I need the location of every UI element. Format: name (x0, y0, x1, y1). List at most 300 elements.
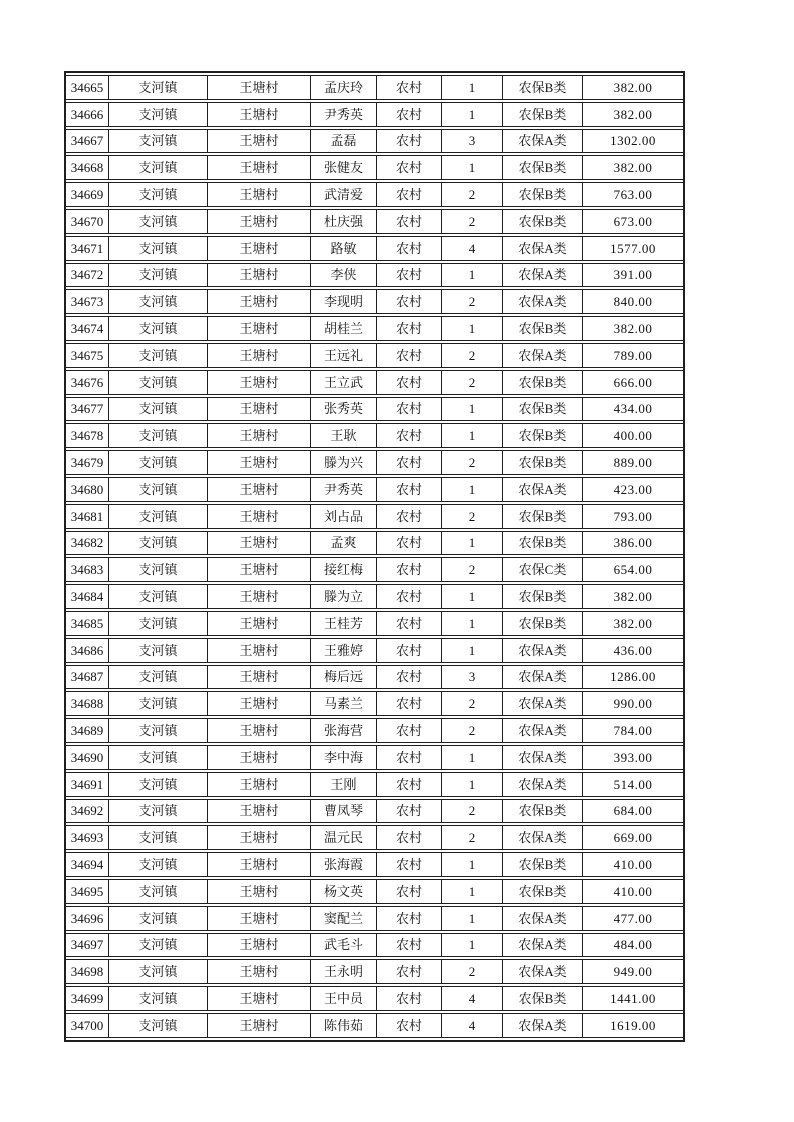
cell-record-id: 34669 (66, 182, 109, 207)
cell-insurance-class: 农保C类 (503, 557, 583, 582)
cell-town: 支河镇 (109, 745, 208, 770)
cell-person-name: 路敏 (311, 236, 377, 261)
cell-category: 农村 (377, 879, 442, 904)
cell-person-name: 王立武 (311, 370, 377, 395)
cell-amount: 666.00 (583, 370, 683, 395)
cell-insurance-class: 农保B类 (503, 879, 583, 904)
cell-amount: 423.00 (583, 477, 683, 502)
table-row (66, 611, 683, 636)
cell-village: 王塘村 (208, 504, 311, 529)
table-row (66, 879, 683, 904)
cell-town: 支河镇 (109, 638, 208, 663)
cell-person-name: 武清爱 (311, 182, 377, 207)
cell-insurance-class: 农保A类 (503, 772, 583, 797)
cell-record-id: 34678 (66, 423, 109, 448)
table-row (66, 397, 683, 422)
cell-insurance-class: 农保A类 (503, 825, 583, 850)
cell-village: 王塘村 (208, 209, 311, 234)
cell-amount: 840.00 (583, 289, 683, 314)
cell-town: 支河镇 (109, 665, 208, 690)
cell-insurance-class: 农保B类 (503, 799, 583, 824)
table-row (66, 289, 683, 314)
cell-insurance-class: 农保A类 (503, 263, 583, 288)
cell-record-id: 34693 (66, 825, 109, 850)
cell-category: 农村 (377, 986, 442, 1011)
table-row (66, 986, 683, 1011)
cell-town: 支河镇 (109, 557, 208, 582)
cell-person-name: 温元民 (311, 825, 377, 850)
cell-amount: 514.00 (583, 772, 683, 797)
cell-record-id: 34679 (66, 450, 109, 475)
cell-town: 支河镇 (109, 450, 208, 475)
cell-person-count: 1 (442, 638, 503, 663)
cell-person-count: 1 (442, 263, 503, 288)
cell-amount: 382.00 (583, 102, 683, 127)
cell-category: 农村 (377, 584, 442, 609)
cell-insurance-class: 农保A类 (503, 477, 583, 502)
cell-insurance-class: 农保A类 (503, 691, 583, 716)
cell-amount: 393.00 (583, 745, 683, 770)
cell-record-id: 34697 (66, 933, 109, 958)
cell-village: 王塘村 (208, 986, 311, 1011)
table-row (66, 102, 683, 127)
cell-amount: 763.00 (583, 182, 683, 207)
cell-village: 王塘村 (208, 959, 311, 984)
cell-town: 支河镇 (109, 397, 208, 422)
cell-category: 农村 (377, 182, 442, 207)
cell-person-name: 孟爽 (311, 531, 377, 556)
cell-category: 农村 (377, 450, 442, 475)
cell-amount: 382.00 (583, 584, 683, 609)
cell-person-name: 梅后远 (311, 665, 377, 690)
cell-category: 农村 (377, 852, 442, 877)
table-row (66, 691, 683, 716)
cell-town: 支河镇 (109, 825, 208, 850)
cell-record-id: 34672 (66, 263, 109, 288)
cell-person-count: 2 (442, 289, 503, 314)
cell-insurance-class: 农保B类 (503, 370, 583, 395)
table-row (66, 531, 683, 556)
cell-amount: 1302.00 (583, 129, 683, 154)
table-row (66, 959, 683, 984)
cell-amount: 400.00 (583, 423, 683, 448)
cell-category: 农村 (377, 906, 442, 931)
cell-person-name: 杨文英 (311, 879, 377, 904)
cell-town: 支河镇 (109, 155, 208, 180)
cell-village: 王塘村 (208, 263, 311, 288)
cell-person-name: 张秀英 (311, 397, 377, 422)
cell-town: 支河镇 (109, 209, 208, 234)
cell-town: 支河镇 (109, 1013, 208, 1038)
cell-person-count: 2 (442, 209, 503, 234)
cell-insurance-class: 农保A类 (503, 906, 583, 931)
cell-person-name: 马素兰 (311, 691, 377, 716)
cell-amount: 1619.00 (583, 1013, 683, 1038)
cell-category: 农村 (377, 289, 442, 314)
cell-record-id: 34674 (66, 316, 109, 341)
cell-person-count: 2 (442, 370, 503, 395)
cell-town: 支河镇 (109, 129, 208, 154)
cell-record-id: 34685 (66, 611, 109, 636)
cell-amount: 434.00 (583, 397, 683, 422)
table-row (66, 477, 683, 502)
cell-person-name: 王中员 (311, 986, 377, 1011)
cell-person-count: 2 (442, 825, 503, 850)
cell-village: 王塘村 (208, 799, 311, 824)
cell-village: 王塘村 (208, 450, 311, 475)
cell-category: 农村 (377, 691, 442, 716)
cell-record-id: 34671 (66, 236, 109, 261)
cell-person-name: 尹秀英 (311, 102, 377, 127)
cell-town: 支河镇 (109, 799, 208, 824)
cell-insurance-class: 农保B类 (503, 611, 583, 636)
cell-village: 王塘村 (208, 182, 311, 207)
cell-town: 支河镇 (109, 370, 208, 395)
cell-category: 农村 (377, 155, 442, 180)
cell-person-name: 窦配兰 (311, 906, 377, 931)
cell-town: 支河镇 (109, 959, 208, 984)
cell-town: 支河镇 (109, 718, 208, 743)
cell-record-id: 34695 (66, 879, 109, 904)
cell-village: 王塘村 (208, 370, 311, 395)
table-row (66, 263, 683, 288)
cell-record-id: 34682 (66, 531, 109, 556)
cell-village: 王塘村 (208, 933, 311, 958)
cell-insurance-class: 农保B类 (503, 75, 583, 100)
cell-village: 王塘村 (208, 102, 311, 127)
cell-amount: 654.00 (583, 557, 683, 582)
cell-insurance-class: 农保A类 (503, 665, 583, 690)
cell-town: 支河镇 (109, 343, 208, 368)
cell-village: 王塘村 (208, 611, 311, 636)
cell-person-count: 2 (442, 450, 503, 475)
cell-person-count: 1 (442, 772, 503, 797)
cell-record-id: 34665 (66, 75, 109, 100)
cell-person-name: 王永明 (311, 959, 377, 984)
table-row (66, 772, 683, 797)
cell-village: 王塘村 (208, 906, 311, 931)
cell-person-count: 3 (442, 129, 503, 154)
cell-person-count: 2 (442, 799, 503, 824)
cell-insurance-class: 农保A类 (503, 638, 583, 663)
cell-insurance-class: 农保A类 (503, 718, 583, 743)
cell-town: 支河镇 (109, 986, 208, 1011)
cell-record-id: 34688 (66, 691, 109, 716)
cell-person-count: 2 (442, 182, 503, 207)
cell-village: 王塘村 (208, 852, 311, 877)
cell-record-id: 34687 (66, 665, 109, 690)
cell-person-name: 尹秀英 (311, 477, 377, 502)
cell-record-id: 34691 (66, 772, 109, 797)
cell-record-id: 34673 (66, 289, 109, 314)
table-row (66, 316, 683, 341)
cell-category: 农村 (377, 102, 442, 127)
table-row (66, 665, 683, 690)
cell-town: 支河镇 (109, 477, 208, 502)
cell-person-name: 王刚 (311, 772, 377, 797)
cell-person-count: 1 (442, 397, 503, 422)
cell-amount: 410.00 (583, 879, 683, 904)
cell-person-count: 2 (442, 691, 503, 716)
cell-amount: 382.00 (583, 75, 683, 100)
cell-insurance-class: 农保B类 (503, 316, 583, 341)
cell-category: 农村 (377, 1013, 442, 1038)
cell-category: 农村 (377, 370, 442, 395)
cell-amount: 1286.00 (583, 665, 683, 690)
cell-person-count: 1 (442, 423, 503, 448)
cell-amount: 889.00 (583, 450, 683, 475)
cell-village: 王塘村 (208, 772, 311, 797)
table-row (66, 209, 683, 234)
cell-person-count: 1 (442, 102, 503, 127)
cell-town: 支河镇 (109, 879, 208, 904)
cell-amount: 477.00 (583, 906, 683, 931)
cell-category: 农村 (377, 343, 442, 368)
cell-category: 农村 (377, 557, 442, 582)
cell-amount: 673.00 (583, 209, 683, 234)
cell-person-name: 滕为立 (311, 584, 377, 609)
cell-village: 王塘村 (208, 557, 311, 582)
cell-record-id: 34692 (66, 799, 109, 824)
table-row (66, 504, 683, 529)
cell-record-id: 34677 (66, 397, 109, 422)
cell-town: 支河镇 (109, 611, 208, 636)
cell-record-id: 34696 (66, 906, 109, 931)
cell-insurance-class: 农保B类 (503, 531, 583, 556)
cell-village: 王塘村 (208, 531, 311, 556)
cell-person-name: 李中海 (311, 745, 377, 770)
cell-amount: 386.00 (583, 531, 683, 556)
cell-category: 农村 (377, 236, 442, 261)
cell-category: 农村 (377, 933, 442, 958)
cell-person-count: 2 (442, 959, 503, 984)
cell-insurance-class: 农保B类 (503, 182, 583, 207)
cell-town: 支河镇 (109, 933, 208, 958)
cell-insurance-class: 农保B类 (503, 209, 583, 234)
cell-village: 王塘村 (208, 129, 311, 154)
cell-category: 农村 (377, 718, 442, 743)
table-row (66, 906, 683, 931)
cell-insurance-class: 农保B类 (503, 102, 583, 127)
table-row (66, 450, 683, 475)
cell-person-name: 张海霞 (311, 852, 377, 877)
cell-village: 王塘村 (208, 343, 311, 368)
cell-person-name: 孟磊 (311, 129, 377, 154)
cell-record-id: 34700 (66, 1013, 109, 1038)
cell-amount: 410.00 (583, 852, 683, 877)
cell-town: 支河镇 (109, 182, 208, 207)
table-row (66, 557, 683, 582)
cell-town: 支河镇 (109, 691, 208, 716)
cell-insurance-class: 农保B类 (503, 155, 583, 180)
cell-record-id: 34667 (66, 129, 109, 154)
cell-person-name: 武毛斗 (311, 933, 377, 958)
cell-insurance-class: 农保B类 (503, 450, 583, 475)
cell-person-name: 接红梅 (311, 557, 377, 582)
cell-person-count: 1 (442, 584, 503, 609)
cell-person-name: 孟庆玲 (311, 75, 377, 100)
table-row (66, 370, 683, 395)
cell-person-count: 1 (442, 906, 503, 931)
cell-village: 王塘村 (208, 665, 311, 690)
cell-insurance-class: 农保B类 (503, 584, 583, 609)
cell-person-name: 胡桂兰 (311, 316, 377, 341)
cell-insurance-class: 农保B类 (503, 397, 583, 422)
table-row (66, 155, 683, 180)
cell-person-count: 1 (442, 316, 503, 341)
cell-category: 农村 (377, 316, 442, 341)
table-row (66, 423, 683, 448)
cell-record-id: 34690 (66, 745, 109, 770)
cell-village: 王塘村 (208, 477, 311, 502)
cell-category: 农村 (377, 129, 442, 154)
cell-person-count: 1 (442, 531, 503, 556)
cell-person-name: 王桂芳 (311, 611, 377, 636)
cell-town: 支河镇 (109, 772, 208, 797)
table-row (66, 745, 683, 770)
cell-person-name: 曹凤琴 (311, 799, 377, 824)
cell-record-id: 34666 (66, 102, 109, 127)
cell-insurance-class: 农保A类 (503, 959, 583, 984)
cell-town: 支河镇 (109, 504, 208, 529)
cell-person-count: 1 (442, 933, 503, 958)
cell-person-count: 4 (442, 236, 503, 261)
cell-amount: 484.00 (583, 933, 683, 958)
cell-person-count: 1 (442, 745, 503, 770)
cell-village: 王塘村 (208, 825, 311, 850)
cell-person-name: 李现明 (311, 289, 377, 314)
cell-record-id: 34676 (66, 370, 109, 395)
cell-person-name: 王远礼 (311, 343, 377, 368)
cell-village: 王塘村 (208, 745, 311, 770)
table-row (66, 825, 683, 850)
cell-record-id: 34694 (66, 852, 109, 877)
cell-insurance-class: 农保A类 (503, 745, 583, 770)
cell-insurance-class: 农保A类 (503, 933, 583, 958)
cell-amount: 669.00 (583, 825, 683, 850)
cell-insurance-class: 农保A类 (503, 129, 583, 154)
table-row (66, 799, 683, 824)
table-row (66, 343, 683, 368)
cell-insurance-class: 农保B类 (503, 852, 583, 877)
cell-person-count: 3 (442, 665, 503, 690)
cell-town: 支河镇 (109, 75, 208, 100)
cell-record-id: 34681 (66, 504, 109, 529)
cell-insurance-class: 农保A类 (503, 289, 583, 314)
cell-person-name: 王雅婷 (311, 638, 377, 663)
cell-person-name: 张海营 (311, 718, 377, 743)
cell-person-count: 4 (442, 986, 503, 1011)
cell-town: 支河镇 (109, 423, 208, 448)
cell-category: 农村 (377, 825, 442, 850)
cell-record-id: 34668 (66, 155, 109, 180)
cell-village: 王塘村 (208, 289, 311, 314)
cell-person-count: 1 (442, 879, 503, 904)
cell-town: 支河镇 (109, 263, 208, 288)
cell-village: 王塘村 (208, 236, 311, 261)
cell-record-id: 34698 (66, 959, 109, 984)
cell-village: 王塘村 (208, 584, 311, 609)
cell-amount: 793.00 (583, 504, 683, 529)
cell-category: 农村 (377, 772, 442, 797)
cell-person-name: 张健友 (311, 155, 377, 180)
cell-person-count: 2 (442, 343, 503, 368)
cell-category: 农村 (377, 638, 442, 663)
cell-person-name: 刘占品 (311, 504, 377, 529)
cell-record-id: 34680 (66, 477, 109, 502)
table-row (66, 1013, 683, 1038)
cell-person-count: 1 (442, 155, 503, 180)
cell-amount: 391.00 (583, 263, 683, 288)
cell-category: 农村 (377, 745, 442, 770)
cell-person-name: 滕为兴 (311, 450, 377, 475)
cell-record-id: 34686 (66, 638, 109, 663)
cell-record-id: 34684 (66, 584, 109, 609)
cell-village: 王塘村 (208, 316, 311, 341)
cell-person-name: 李侠 (311, 263, 377, 288)
cell-category: 农村 (377, 504, 442, 529)
cell-town: 支河镇 (109, 906, 208, 931)
cell-person-count: 1 (442, 611, 503, 636)
cell-amount: 949.00 (583, 959, 683, 984)
cell-person-name: 陈伟茹 (311, 1013, 377, 1038)
cell-town: 支河镇 (109, 584, 208, 609)
cell-insurance-class: 农保A类 (503, 343, 583, 368)
cell-category: 农村 (377, 959, 442, 984)
cell-town: 支河镇 (109, 316, 208, 341)
cell-amount: 789.00 (583, 343, 683, 368)
cell-village: 王塘村 (208, 75, 311, 100)
cell-record-id: 34699 (66, 986, 109, 1011)
cell-town: 支河镇 (109, 236, 208, 261)
cell-town: 支河镇 (109, 289, 208, 314)
cell-village: 王塘村 (208, 718, 311, 743)
cell-insurance-class: 农保B类 (503, 986, 583, 1011)
cell-record-id: 34670 (66, 209, 109, 234)
cell-category: 农村 (377, 75, 442, 100)
cell-category: 农村 (377, 397, 442, 422)
cell-person-count: 2 (442, 718, 503, 743)
cell-insurance-class: 农保A类 (503, 236, 583, 261)
cell-village: 王塘村 (208, 155, 311, 180)
cell-amount: 1441.00 (583, 986, 683, 1011)
table-row (66, 129, 683, 154)
cell-town: 支河镇 (109, 102, 208, 127)
table-row (66, 75, 683, 100)
cell-amount: 436.00 (583, 638, 683, 663)
cell-amount: 382.00 (583, 611, 683, 636)
cell-person-count: 1 (442, 477, 503, 502)
cell-person-count: 2 (442, 504, 503, 529)
cell-insurance-class: 农保A类 (503, 1013, 583, 1038)
cell-village: 王塘村 (208, 397, 311, 422)
cell-person-count: 2 (442, 557, 503, 582)
cell-town: 支河镇 (109, 852, 208, 877)
cell-person-count: 1 (442, 852, 503, 877)
cell-category: 农村 (377, 423, 442, 448)
cell-amount: 382.00 (583, 155, 683, 180)
table-row (66, 933, 683, 958)
cell-category: 农村 (377, 611, 442, 636)
table-row (66, 638, 683, 663)
pension-roster-table-body (66, 75, 683, 1038)
cell-town: 支河镇 (109, 531, 208, 556)
cell-amount: 990.00 (583, 691, 683, 716)
table-row (66, 236, 683, 261)
cell-amount: 382.00 (583, 316, 683, 341)
cell-record-id: 34683 (66, 557, 109, 582)
table-row (66, 718, 683, 743)
